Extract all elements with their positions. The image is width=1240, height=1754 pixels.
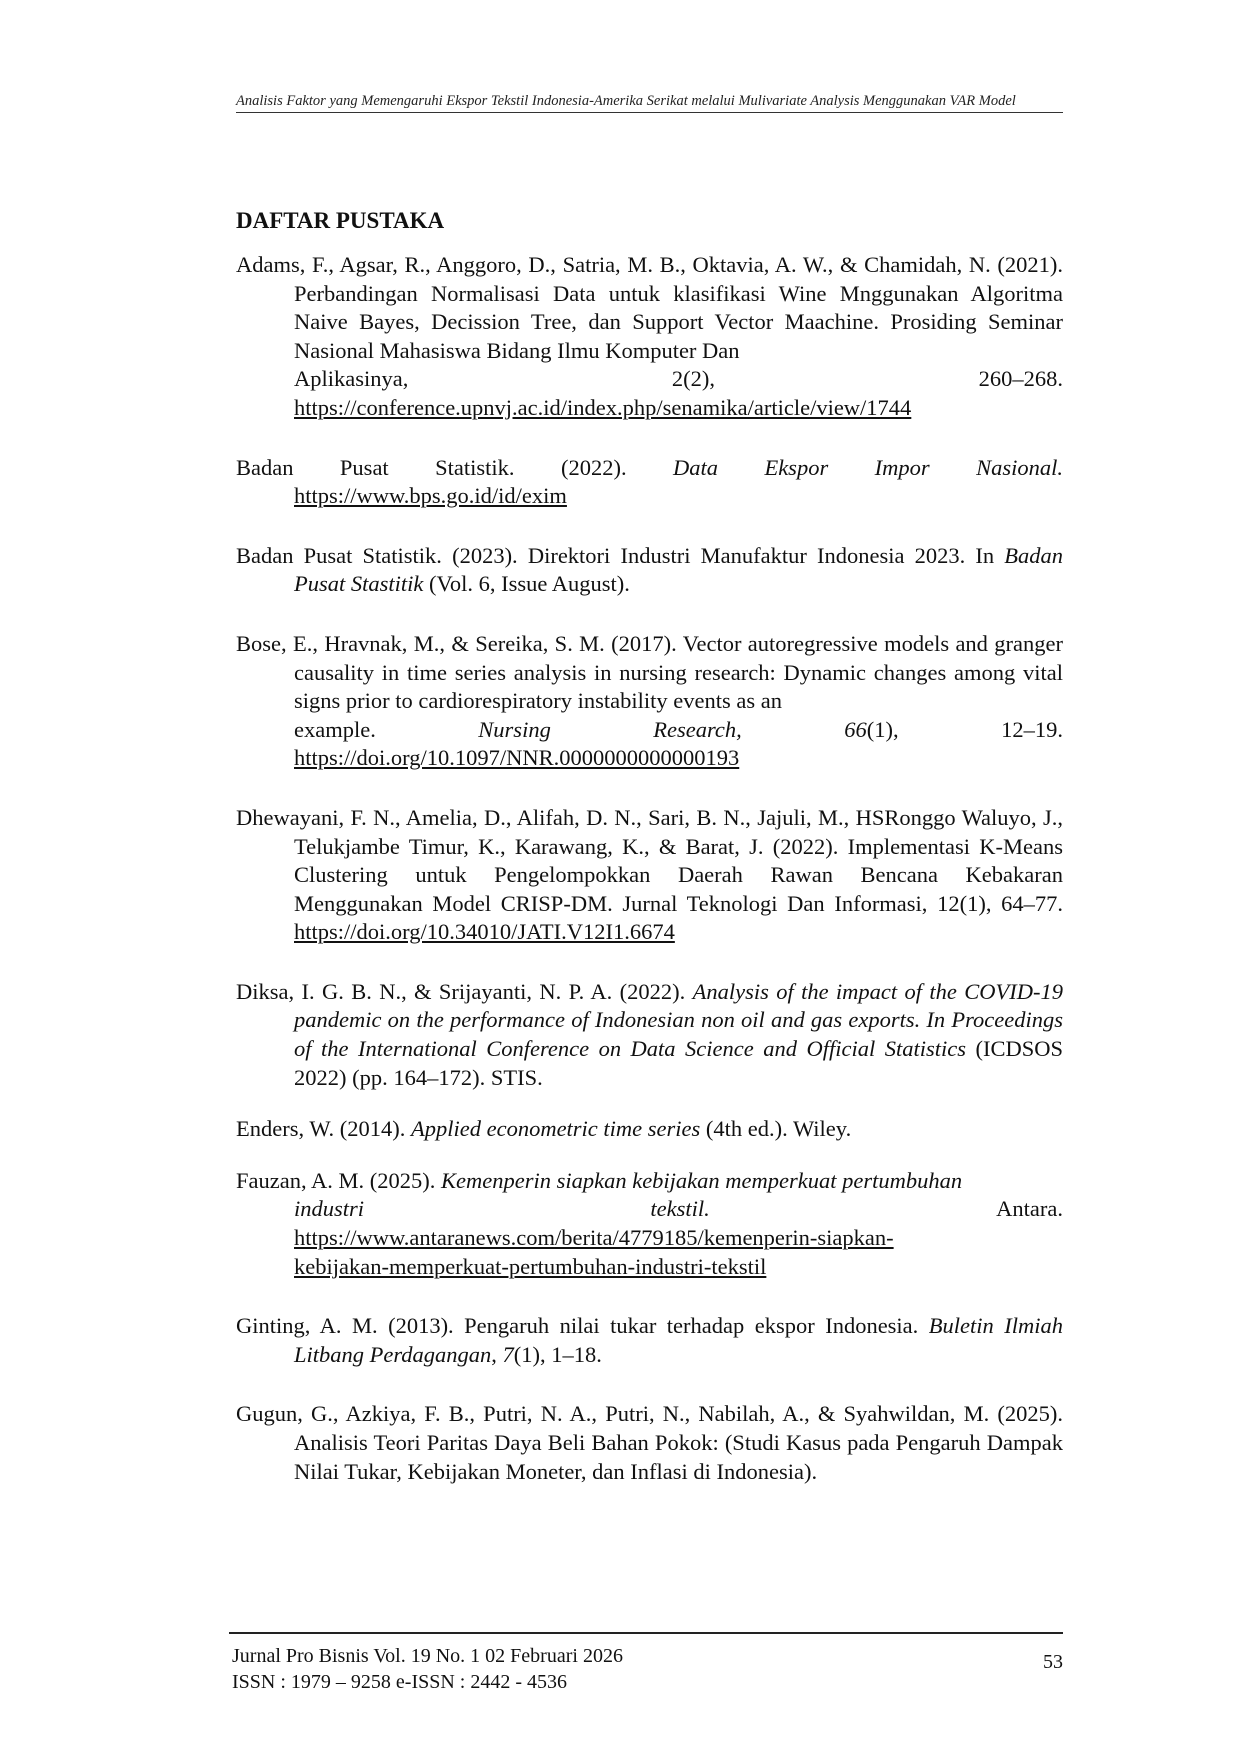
reference-item — [236, 454, 1063, 511]
page-number: 53 — [1043, 1651, 1063, 1673]
reference-text: Enders, W. (2014). — [236, 1116, 411, 1142]
reference-item — [236, 1400, 1063, 1486]
reference-volume-number: 7 — [502, 1341, 514, 1367]
reference-text: , — [491, 1341, 503, 1367]
reference-title-word: tekstil. — [650, 1196, 710, 1222]
reference-line — [294, 1195, 1063, 1224]
footer-issn: ISSN : 1979 – 9258 e-ISSN : 2442 - 4536 — [232, 1671, 568, 1693]
footer-divider — [229, 1632, 1063, 1634]
reference-line — [294, 365, 1063, 394]
reference-text: (1), 1–18. — [513, 1341, 602, 1367]
reference-title-word: Data — [673, 454, 719, 480]
reference-link[interactable]: https://conference.upnvj.ac.id/index.php/senamika/article/view/1744 — [294, 394, 912, 420]
reference-text: Bose, E., Hravnak, M., & Sereika, S. M. (2017). Vector autoregressive models and granger causality in time series analysis in nursing research: Dynamic changes among vital signs prior to cardiorespiratory instability events as an — [236, 630, 1063, 714]
reference-text: Badan Pusat Statistik. (2023). Direktori Industri Manufaktur Indonesia 2023. In — [236, 542, 1005, 568]
reference-text: Ginting, A. M. (2013). Pengaruh nilai tukar terhadap ekspor Indonesia. — [236, 1313, 929, 1339]
reference-item — [236, 542, 1063, 599]
reference-word: Pusat — [339, 454, 389, 480]
reference-title: Applied econometric time series — [410, 1116, 701, 1142]
reference-text: Adams, F., Agsar, R., Anggoro, D., Satria, M. B., Oktavia, A. W., & Chamidah, N. (2021). Perbandingan Normalisasi Data untuk klasifikasi Wine Mnggunakan Algoritma Naive Bayes, Decission Tree, dan Support Vector Maachine. Prosiding Seminar Nasional Mahasiswa Bidang Ilmu Komputer Dan — [236, 252, 1063, 363]
reference-title-word: Ekspor — [764, 454, 829, 480]
reference-word: Badan — [236, 454, 294, 480]
reference-text: (4th ed.). Wiley. — [700, 1116, 852, 1142]
reference-item — [236, 804, 1063, 947]
reference-text: (ICDSOS 2022) (pp. 164–172). STIS. — [294, 1036, 1063, 1090]
reference-pages: 12–19. — [1001, 716, 1063, 742]
reference-text: Fauzan, A. M. (2025). — [236, 1167, 441, 1193]
reference-link[interactable]: https://www.antaranews.com/berita/4779185/kemenperin-siapkan- — [294, 1225, 894, 1251]
reference-word: example. — [294, 716, 376, 742]
reference-volume — [844, 716, 898, 745]
reference-journal: Nursing — [478, 716, 551, 742]
reference-pages: 260–268. — [978, 366, 1063, 392]
reference-source: Badan Pusat Stastitik — [294, 542, 1063, 597]
reference-item — [236, 1312, 1063, 1369]
reference-title: Analysis of the impact of the COVID-19 pandemic on the performance of Indonesian non oil and gas exports. In Proceedings of the International Conference on Data Science and Official Statistics — [294, 978, 1063, 1062]
reference-line — [236, 454, 1063, 483]
running-header: Analisis Faktor yang Memengaruhi Ekspor Tekstil Indonesia-Amerika Serikat melalui Mulivariate Analysis Menggunakan VAR Model — [236, 92, 1063, 113]
reference-link[interactable]: https://www.bps.go.id/id/exim — [294, 483, 567, 509]
reference-journal: Research, — [653, 716, 742, 742]
reference-volume-number: 66 — [844, 716, 867, 742]
reference-item — [236, 630, 1063, 773]
reference-line — [294, 716, 1063, 745]
reference-text: Dhewayani, F. N., Amelia, D., Alifah, D. N., Sari, B. N., Jajuli, M., HSRonggo Waluyo, J., Telukjambe Timur, K., Karawang, K., & Barat, J. (2022). Implementasi K-Means Clustering untuk Pengelompokkan Daerah Rawan Bencana Kebakaran Menggunakan Model CRISP-DM. Jurnal Teknologi Dan Informasi, 12(1), 64–77. — [236, 804, 1063, 916]
reference-volume: 2(2), — [671, 366, 716, 392]
reference-text: Gugun, G., Azkiya, F. B., Putri, N. A., Putri, N., Nabilah, A., & Syahwildan, M. (2025). Analisis Teori Paritas Daya Beli Bahan Pokok: (Studi Kasus pada Pengaruh Dampak Nilai Tukar, Kebijakan Moneter, dan Inflasi di Indonesia). — [236, 1401, 1063, 1484]
reference-title-word: Impor — [874, 454, 930, 480]
reference-text: (Vol. 6, Issue August). — [423, 571, 630, 597]
reference-link[interactable]: https://doi.org/10.1097/NNR.0000000000000193 — [294, 745, 740, 771]
footer — [232, 1643, 623, 1695]
reference-link[interactable]: kebijakan-memperkuat-pertumbuhan-industri-tekstil — [294, 1253, 767, 1279]
section-title: DAFTAR PUSTAKA — [236, 208, 445, 233]
reference-item — [236, 1167, 1063, 1281]
reference-word: Statistik. — [435, 454, 515, 480]
reference-word: (2022). — [560, 454, 627, 480]
reference-source: Aplikasinya, — [294, 366, 409, 392]
reference-text: Diksa, I. G. B. N., & Srijayanti, N. P. A. (2022). — [236, 978, 693, 1004]
reference-title-word: Nasional. — [976, 454, 1063, 480]
reference-link[interactable]: https://doi.org/10.34010/JATI.V12I1.6674 — [294, 919, 675, 945]
reference-title: Kemenperin siapkan kebijakan memperkuat pertumbuhan — [440, 1167, 963, 1193]
reference-title-word: industri — [294, 1196, 365, 1222]
footer-journal: Jurnal Pro Bisnis Vol. 19 No. 1 02 Februari 2026 — [232, 1645, 623, 1667]
reference-item — [236, 251, 1063, 423]
reference-journal: Buletin Ilmiah Litbang Perdagangan — [294, 1313, 1063, 1367]
reference-list — [236, 251, 1063, 1486]
reference-publisher: Antara. — [996, 1196, 1063, 1222]
reference-item — [236, 1115, 1063, 1144]
reference-issue: (1), — [866, 716, 899, 742]
reference-item — [236, 978, 1063, 1092]
